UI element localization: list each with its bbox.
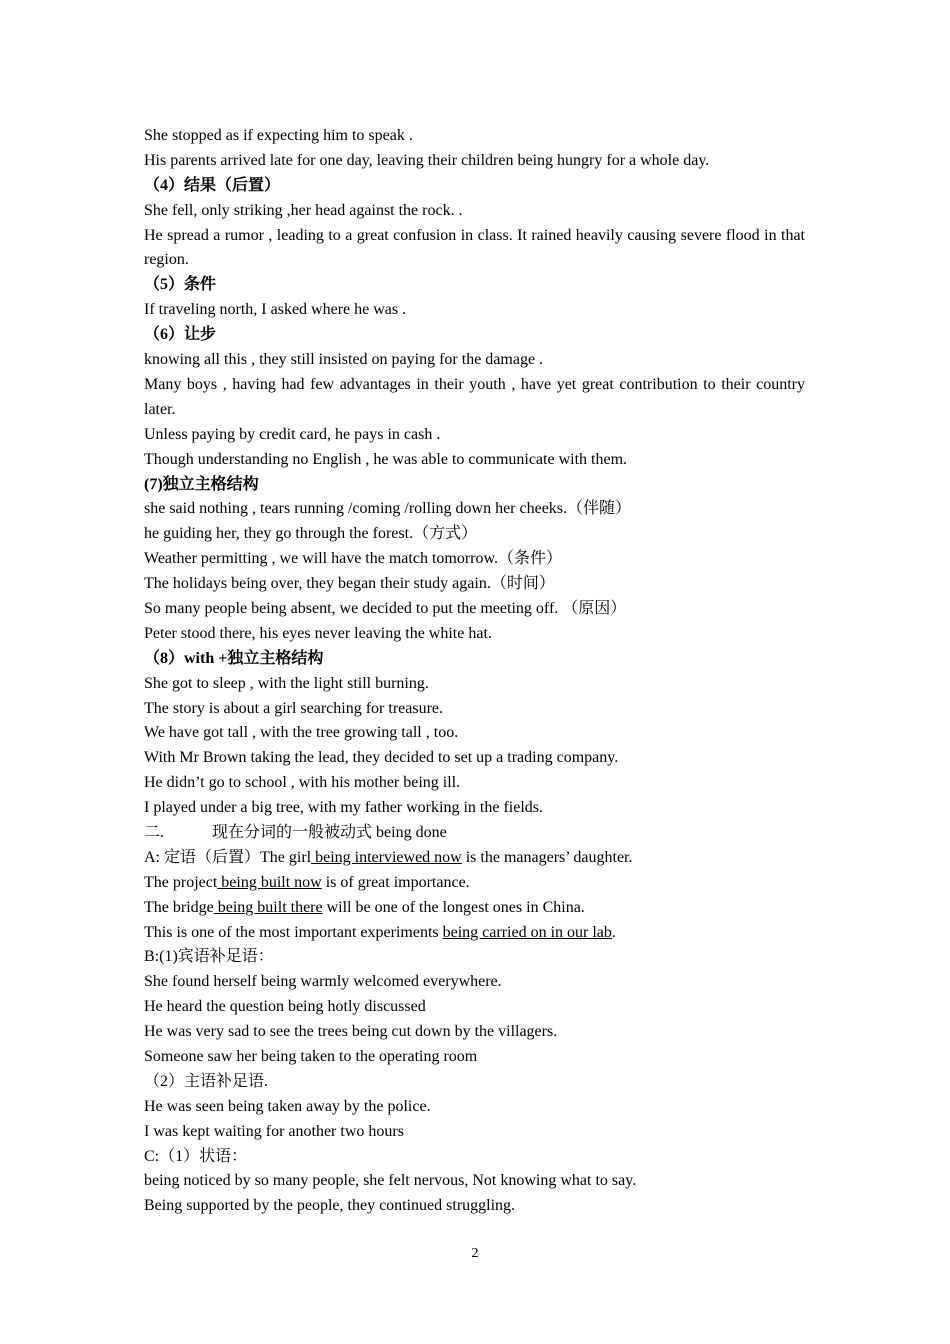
text-line: He heard the question being hotly discussed [144,998,426,1016]
text-line [144,871,805,896]
text-line: She got to sleep , with the light still burning. [144,674,429,692]
document-body [144,124,805,1219]
text-line: B:(1)宾语补足语： [144,948,274,966]
text-line: being noticed by so many people, she felt nervous, Not knowing what to say. [144,1172,637,1190]
text-line [144,846,805,871]
text-line: he guiding her, they go through the forest.（方式） [144,525,478,543]
text-line: Peter stood there, his eyes never leaving the white hat. [144,624,492,642]
text-segment: This is one of the most important experiments [144,923,443,941]
text-line: If traveling north, I asked where he was . [144,301,407,319]
text-line: Being supported by the people, they continued struggling. [144,1197,516,1215]
text-line: He was very sad to see the trees being cut down by the villagers. [144,1023,558,1041]
text-line: I played under a big tree, with my father working in the fields. [144,799,543,817]
text-line: Though understanding no English , he was able to communicate with them. [144,450,628,468]
text-line: The holidays being over, they began their study again.（时间） [144,575,555,593]
text-paragraph: Many boys , having had few advantages in their youth , have yet great contribution to their country later. [144,375,805,418]
text-line: She fell, only striking ,her head against the rock. . [144,201,463,219]
text-line: So many people being absent, we decided to put the meeting off. （原因） [144,599,627,617]
text-line: Unless paying by credit card, he pays in cash . [144,425,441,443]
text-line: C:（1）状语： [144,1147,248,1165]
text-segment: is of great importance. [321,873,470,891]
text-line: He was seen being taken away by the police. [144,1097,431,1115]
text-line: With Mr Brown taking the lead, they decided to set up a trading company. [144,749,619,767]
text-line: knowing all this , they still insisted on paying for the damage . [144,351,544,369]
text-line: She stopped as if expecting him to speak . [144,127,413,144]
text-line: His parents arrived late for one day, leaving their children being hungry for a whole day. [144,151,710,169]
underlined-phrase: being interviewed now [311,848,462,866]
section-heading: (7)独立主格结构 [144,475,259,493]
section-heading: （6）让步 [144,326,217,344]
text-line: He didn’t go to school , with his mother being ill. [144,774,461,792]
text-line: She found herself being warmly welcomed everywhere. [144,973,502,991]
text-segment: is the managers’ daughter. [461,848,633,866]
text-line: Weather permitting , we will have the match tomorrow.（条件） [144,550,563,568]
text-line: The story is about a girl searching for treasure. [144,699,444,717]
text-segment: A: 定语（后置）The girl [144,848,312,866]
underlined-phrase: being built now [217,873,322,891]
section-heading: （8）with +独立主格结构 [144,649,324,667]
text-line: she said nothing , tears running /coming /rolling down her cheeks.（伴随） [144,500,632,518]
text-line [144,921,805,946]
text-line [144,896,805,921]
text-line: I was kept waiting for another two hours [144,1122,404,1140]
text-line: Someone saw her being taken to the operating room [144,1048,478,1066]
text-segment: The project [144,873,218,891]
section-title: 现在分词的一般被动式 being done [212,824,447,841]
text-segment: . [611,923,616,941]
section-heading: （5）条件 [144,276,217,294]
text-segment: will be one of the longest ones in China. [322,898,585,916]
text-paragraph: He spread a rumor , leading to a great confusion in class. It rained heavily causing severe flood in that region. [144,226,805,269]
section-heading: （4）结果（后置） [144,176,281,194]
section-heading [144,821,805,846]
text-line: We have got tall , with the tree growing tall , too. [144,724,459,742]
text-line: （2）主语补足语. [144,1072,269,1090]
text-segment: The bridge [144,898,214,916]
page-number: 2 [471,1246,479,1261]
underlined-phrase: being carried on in our lab [442,923,612,941]
underlined-phrase: being built there [213,898,323,916]
section-number: 二. [144,824,165,841]
